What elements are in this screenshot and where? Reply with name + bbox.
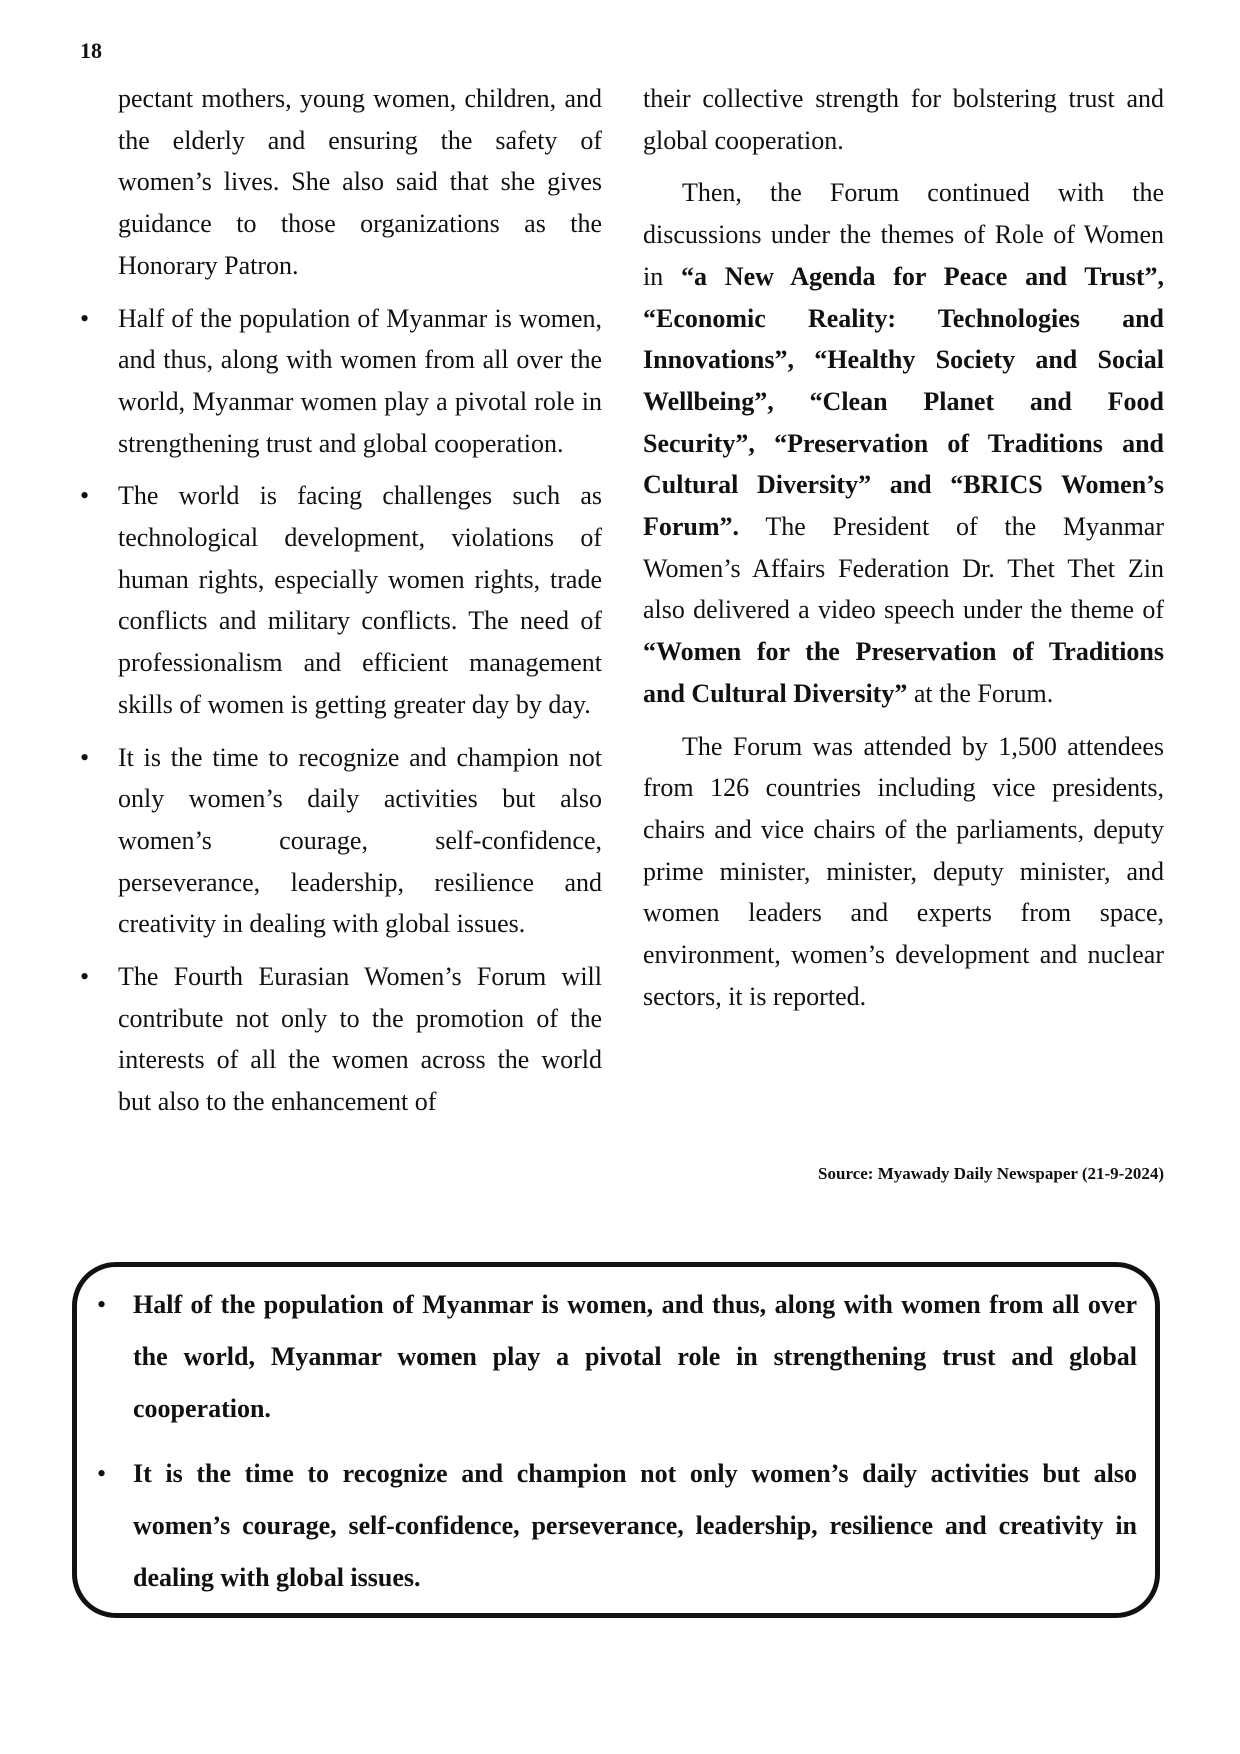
text-run: Then, the Forum continued with the discussions under the themes of Role of Women in (643, 178, 1164, 291)
intro-continuation: pectant mothers, young women, children, and the elderly and ensuring the safety of women’s lives. She also said that she gives guidance to those organizations as the Honorary Patron. (118, 84, 602, 280)
list-item: • The Fourth Eurasian Women’s Forum will contribute not only to the promotion of the interests of all the women across the world but also to the enhancement of (80, 956, 602, 1123)
highlight-item: • Half of the population of Myanmar is women, and thus, along with women from all over the world, Myanmar women play a pivotal role in strengthening trust and global cooperation. (133, 1279, 1137, 1435)
highlight-item: • It is the time to recognize and champion not only women’s daily activities but also women’s courage, self-confidence, perseverance, leadership, resilience and creativity in dealing with global issues. (133, 1448, 1137, 1604)
attendance-paragraph: The Forum was attended by 1,500 attendees from 126 countries including vice presidents, chairs and vice chairs of the parliaments, deputy prime minister, minister, deputy minister, and women leaders and experts from space, environment, women’s development and nuclear sectors, it is reported. (643, 731, 1164, 1011)
list-item: • It is the time to recognize and champion not only women’s daily activities but also women’s courage, self-confidence, perseverance, leadership, resilience and creativity in dealing with global issues. (80, 737, 602, 946)
source-citation: Source: Myawady Daily Newspaper (21-9-2024) (818, 1164, 1164, 1183)
text-run: at the Forum. (907, 678, 1054, 708)
bold-run: “a New Agenda for Peace and Trust”, “Economic Reality: Technologies and Innovations”, “Healthy Society and Social Wellbeing”, “Clean Planet and Food Security”, “Preservation of Traditions and Cultural Diversity” and “BRICS Women’s Forum”. (643, 261, 1164, 542)
left-column (80, 78, 602, 1123)
forum-themes-paragraph (643, 172, 1164, 714)
list-item: • Half of the population of Myanmar is women, and thus, along with women from all over the world, Myanmar women play a pivotal role in strengthening trust and global cooperation. (80, 298, 602, 465)
list-item: • The world is facing challenges such as technological development, violations of human rights, especially women rights, trade conflicts and military conflicts. The need of professionalism and efficient management skills of women is getting greater day by day. (80, 475, 602, 725)
right-column (643, 78, 1164, 1017)
highlight-list (77, 1267, 1155, 1604)
highlight-box (72, 1262, 1160, 1618)
page-number: 18 (80, 38, 102, 63)
bullet-continuation: their collective strength for bolstering trust and global cooperation. (643, 84, 1164, 155)
text-run: The President of the Myanmar Women’s Affairs Federation Dr. Thet Thet Zin also delivered a video speech under the theme of (643, 512, 1164, 625)
bullet-list (80, 298, 602, 1123)
bold-run: “Women for the Preservation of Traditions and Cultural Diversity” (643, 637, 1164, 708)
